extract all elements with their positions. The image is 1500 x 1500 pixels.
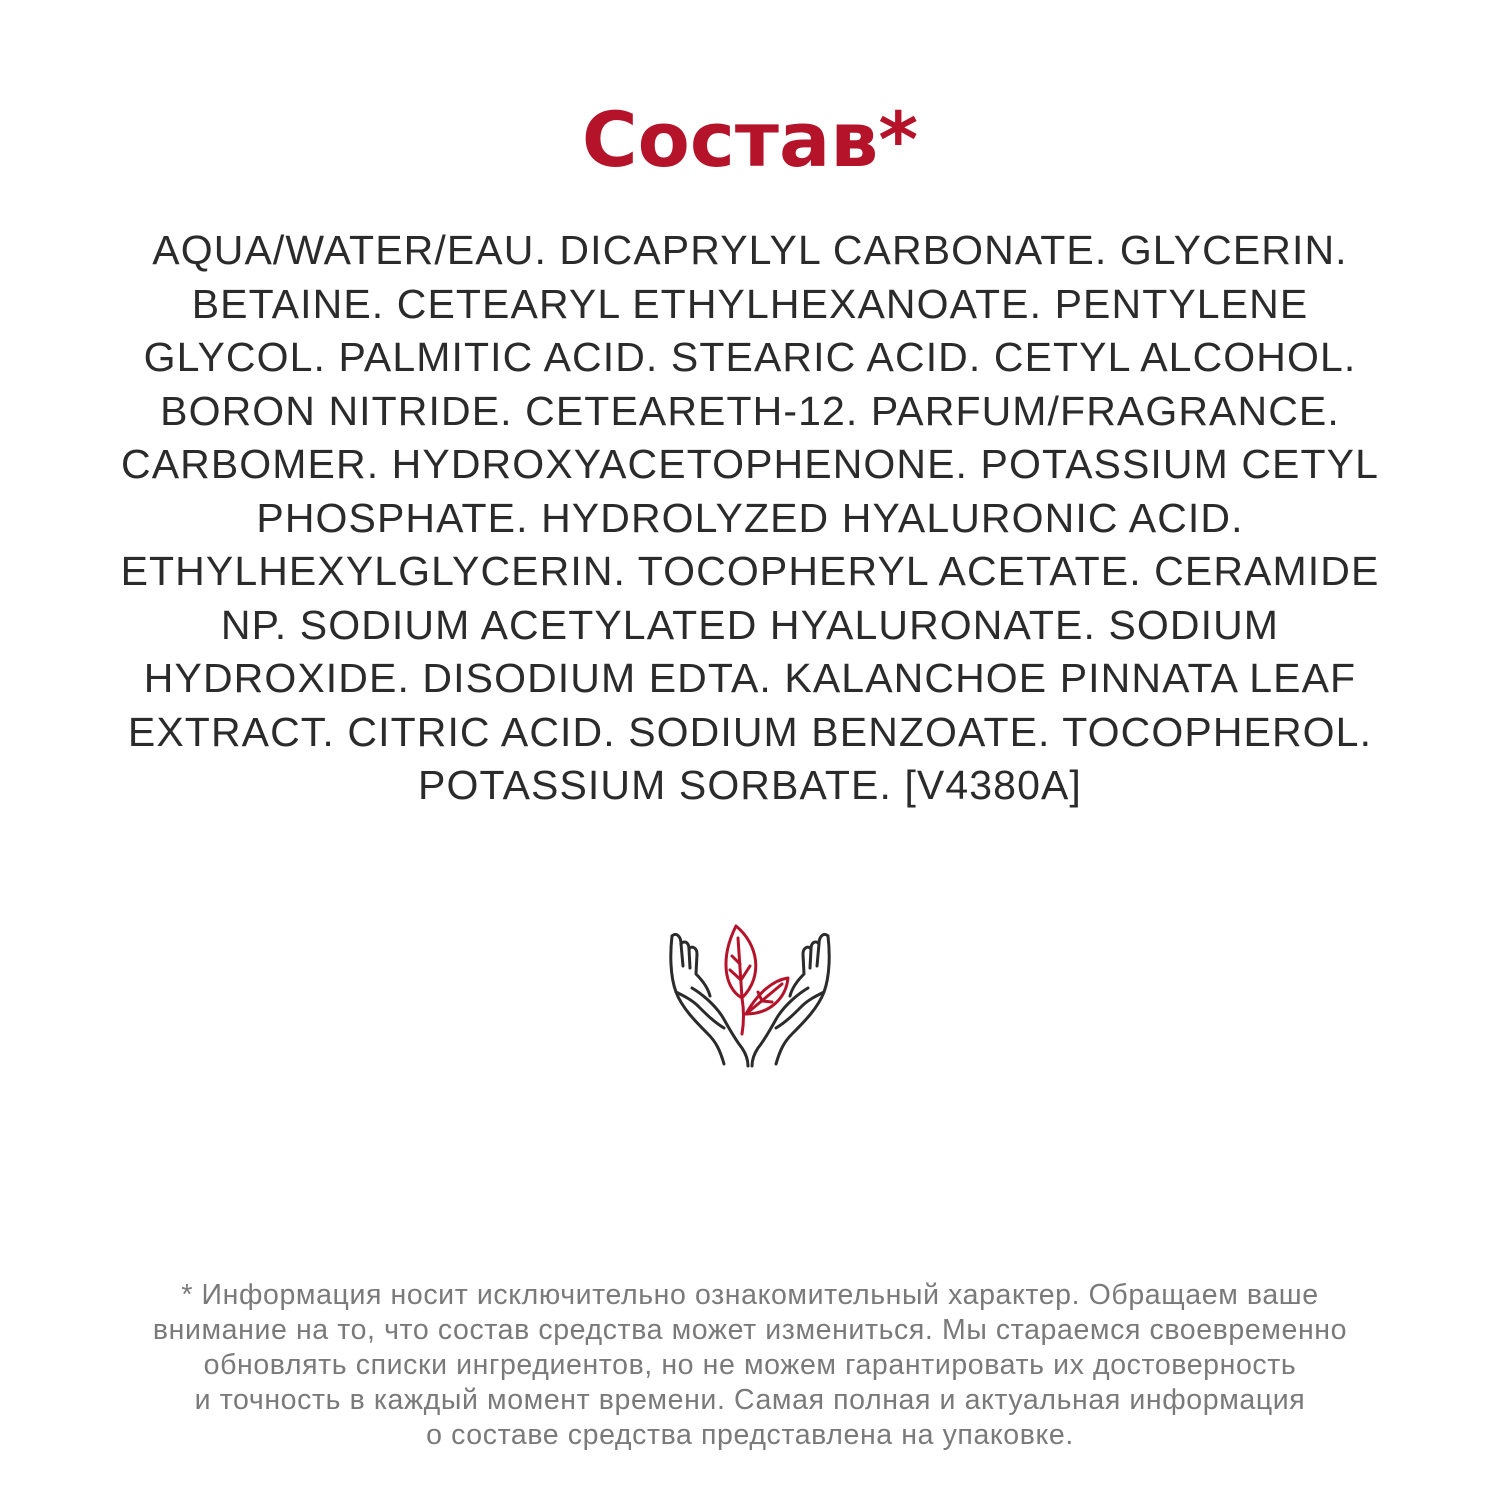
ingredients-line: ETHYLHEXYLGLYCERIN. TOCOPHERYL ACETATE. CERAMIDE <box>120 548 1380 594</box>
ingredients-line: EXTRACT. CITRIC ACID. SODIUM BENZOATE. TOCOPHEROL. <box>127 708 1373 755</box>
footnote-line: о составе средства представлена на упаковке. <box>426 1419 1074 1451</box>
ingredients-line: GLYCOL. PALMITIC ACID. STEARIC ACID. CETYL ALCOHOL. <box>143 334 1357 380</box>
ingredients-line: NP. SODIUM ACETYLATED HYALURONATE. SODIUM <box>220 601 1280 648</box>
ingredients-line: AQUA/WATER/EAU. DICAPRYLYL CARBONATE. GLYCERIN. <box>152 227 1348 273</box>
ingredients-line: PHOSPHATE. HYDROLYZED HYALURONIC ACID. <box>256 494 1244 541</box>
footnote-line: * Информация носит исключительно ознакомительный характер. Обращаем ваше <box>181 1279 1319 1311</box>
ingredients-list <box>0 224 1500 813</box>
hands-leaf-icon <box>662 918 838 1068</box>
page-title: Состав* <box>581 95 919 184</box>
ingredients-line: POTASSIUM SORBATE. [V4380A] <box>418 762 1082 808</box>
leaf-shape <box>726 926 788 1034</box>
ingredients-line: BETAINE. CETEARYL ETHYLHEXANOATE. PENTYLENE <box>191 280 1309 327</box>
ingredients-line: BORON NITRIDE. CETEARETH-12. PARFUM/FRAGRANCE. <box>160 387 1340 434</box>
ingredients-line: CARBOMER. HYDROXYACETOPHENONE. POTASSIUM CETYL <box>120 441 1380 487</box>
footnote-line: обновлять списки ингредиентов, но не можем гарантировать их достоверность <box>203 1349 1297 1381</box>
footnote-line: внимание на то, что состав средства может измениться. Мы стараемся своевременно <box>152 1314 1348 1346</box>
disclaimer-footnote <box>0 1278 1500 1453</box>
ingredients-line: HYDROXIDE. DISODIUM EDTA. KALANCHOE PINNATA LEAF <box>143 655 1357 701</box>
left-hand-shape <box>671 934 748 1066</box>
footnote-line: и точность в каждый момент времени. Самая полная и актуальная информация <box>194 1384 1306 1416</box>
